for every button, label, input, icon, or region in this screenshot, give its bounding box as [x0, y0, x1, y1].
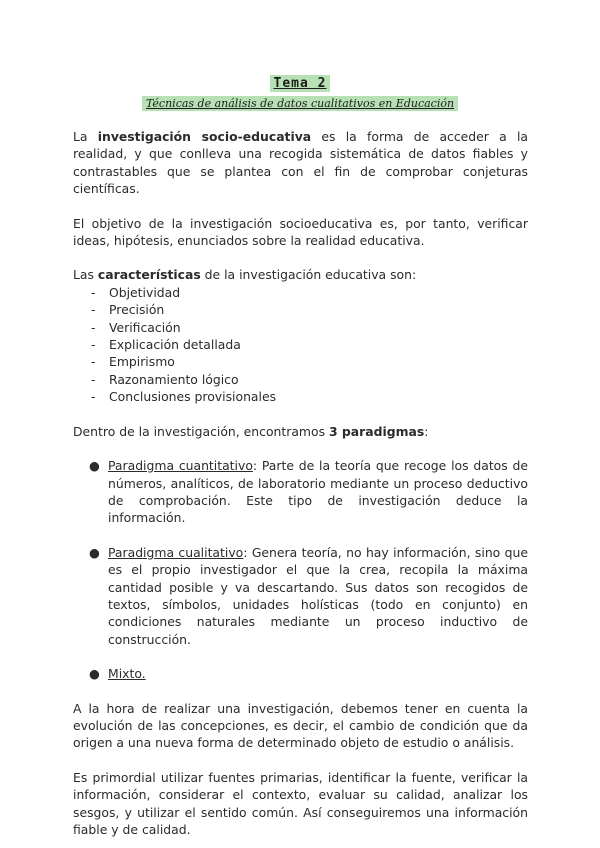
list-item: - Explicación detallada [91, 336, 528, 353]
paradigm-mixed [89, 665, 528, 682]
list-item: - Conclusiones provisionales [91, 388, 528, 405]
paradigms-list [73, 457, 528, 527]
document-header [0, 72, 600, 111]
intro-paragraph [73, 128, 528, 198]
paradigms-term: 3 paradigmas [328, 423, 425, 439]
bullet-icon: ● [89, 544, 100, 560]
intro-lead: La [73, 129, 98, 144]
objective-paragraph: El objetivo de la investigación socioeducativa es, por tanto, verificar ideas, hipótesis, enunciados sobre la realidad educativa. [73, 215, 528, 249]
intro-term: investigación socio-educativa [97, 129, 312, 144]
paradigm-text: : Genera teoría, no hay información, sino que es el propio investigador el que la crea, recopila la máxima cantidad posible y va descartando. Sus datos son recogidos de textos, símbolos, unidades holísticas (todo en conjunto) en condiciones naturales mediante un proceso inductivo de construcción. [108, 544, 529, 647]
paradigm-name: Paradigma cualitativo [108, 544, 244, 560]
paradigm-qualitative [89, 544, 528, 648]
paradigms-list-2 [73, 544, 528, 648]
characteristics-lead: Las [73, 267, 98, 283]
paradigm-name: Mixto. [108, 666, 146, 682]
characteristics-term: características [97, 267, 201, 283]
sources-paragraph: Es primordial utilizar fuentes primarias, identificar la fuente, verificar la información, considerar el contexto, evaluar su calidad, analizar los sesgos, y utilizar el sentido común. Así conseguiremos una información fiable y de calidad. [73, 769, 528, 837]
document-subtitle: Técnicas de análisis de datos cualitativos en Educación [142, 96, 458, 111]
paradigm-name: Paradigma cuantitativo [108, 458, 253, 474]
bullet-icon: ● [89, 666, 100, 682]
characteristics-intro [73, 266, 528, 283]
intro-rest: es la forma de acceder a la realidad, y que conlleva una recogida sistemática de datos fiables y contrastables que se plantea con el fin de comprobar conjeturas científicas. [73, 129, 529, 197]
document-body [73, 128, 528, 838]
characteristics-rest: de la investigación educativa son: [200, 267, 417, 283]
list-item: - Verificación [91, 319, 528, 336]
list-item: - Razonamiento lógico [91, 371, 528, 388]
paradigms-lead: Dentro de la investigación, encontramos [73, 423, 329, 439]
list-item: - Empirismo [91, 353, 528, 370]
bullet-icon: ● [89, 458, 100, 474]
characteristics-list [73, 284, 528, 406]
paradigms-list-3 [73, 665, 528, 682]
paradigm-quantitative [89, 457, 528, 527]
evolution-paragraph: A la hora de realizar una investigación, debemos tener en cuenta la evolución de las concepciones, es decir, el cambio de condición que da origen a una nueva forma de determinado objeto de estudio o análisis. [73, 700, 528, 751]
list-item: - Objetividad [91, 284, 528, 301]
document-title: Tema 2 [270, 75, 331, 92]
paradigms-trail: : [424, 423, 429, 439]
paradigm-text: : Parte de la teoría que recoge los datos de números, analíticos, de laboratorio mediante un proceso deductivo de comprobación. Este tipo de investigación deduce la información. [108, 458, 528, 526]
paradigms-intro [73, 423, 528, 440]
list-item: - Precisión [91, 301, 528, 318]
